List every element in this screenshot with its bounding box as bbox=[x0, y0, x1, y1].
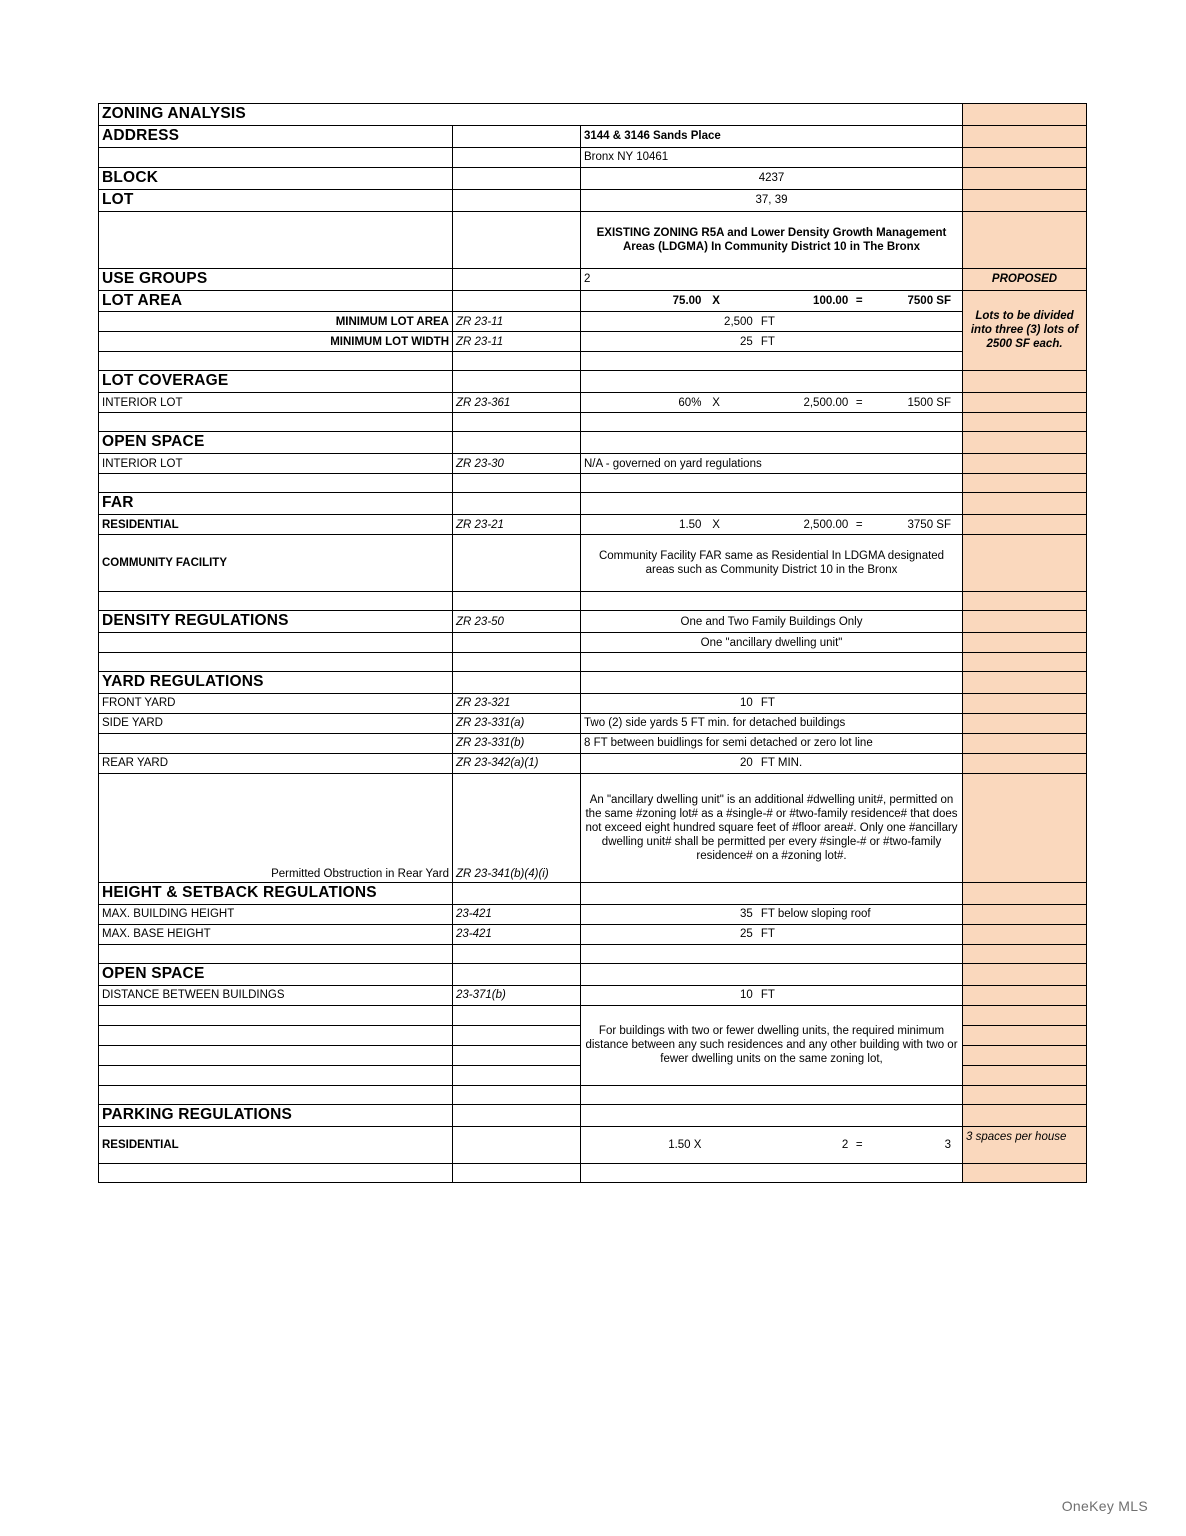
proposed-cell-empty bbox=[963, 413, 1087, 432]
blank-label bbox=[99, 1045, 453, 1065]
blank-code bbox=[453, 1005, 581, 1025]
distance-between-buildings-code: 23-371(b) bbox=[453, 985, 581, 1005]
blank-label bbox=[99, 1163, 453, 1182]
table-row bbox=[99, 672, 1087, 694]
address-label: ADDRESS bbox=[99, 125, 453, 147]
lot-coverage-value-cell bbox=[581, 371, 963, 393]
proposed-cell-empty bbox=[963, 633, 1087, 653]
distance-between-buildings-label: DISTANCE BETWEEN BUILDINGS bbox=[99, 985, 453, 1005]
table-row bbox=[99, 515, 1087, 535]
proposed-cell-empty bbox=[963, 1045, 1087, 1065]
max-building-height-code: 23-421 bbox=[453, 904, 581, 924]
proposed-cell-empty bbox=[963, 393, 1087, 413]
table-row bbox=[99, 189, 1087, 211]
address-line1: 3144 & 3146 Sands Place bbox=[581, 125, 963, 147]
blank-label bbox=[99, 1065, 453, 1085]
yard-header: YARD REGULATIONS bbox=[99, 672, 453, 694]
minimum-lot-area-num: 2,500 bbox=[724, 315, 753, 328]
lot-value: 37, 39 bbox=[581, 189, 963, 211]
rear-yard-num: 20 bbox=[740, 757, 753, 770]
proposed-cell-empty bbox=[963, 371, 1087, 393]
max-building-height-value bbox=[581, 904, 963, 924]
proposed-cell-empty bbox=[963, 147, 1087, 167]
proposed-cell-empty bbox=[963, 515, 1087, 535]
blank-label bbox=[99, 1025, 453, 1045]
far-x: X bbox=[712, 518, 720, 531]
proposed-cell-empty bbox=[963, 611, 1087, 633]
proposed-cell-empty bbox=[963, 904, 1087, 924]
open-space-interior-code: ZR 23-30 bbox=[453, 454, 581, 474]
front-yard-code: ZR 23-321 bbox=[453, 693, 581, 713]
table-row bbox=[99, 290, 1087, 312]
proposed-cell-empty bbox=[963, 1085, 1087, 1104]
far-residential-calculation bbox=[581, 515, 963, 535]
table-row bbox=[99, 535, 1087, 592]
proposed-cell-empty bbox=[963, 167, 1087, 189]
blank-label bbox=[99, 1005, 453, 1025]
lot-area-result: 7500 SF bbox=[907, 294, 951, 307]
table-row bbox=[99, 693, 1087, 713]
table-row-blank bbox=[99, 653, 1087, 672]
far-eq: = bbox=[855, 518, 863, 531]
table-row bbox=[99, 1104, 1087, 1126]
rear-yard-unit: FT MIN. bbox=[760, 757, 803, 770]
proposed-cell-empty bbox=[963, 474, 1087, 493]
blank-value bbox=[581, 352, 963, 371]
table-row bbox=[99, 393, 1087, 413]
proposed-cell-empty bbox=[963, 1163, 1087, 1182]
density-header: DENSITY REGULATIONS bbox=[99, 611, 453, 633]
open-space-header: OPEN SPACE bbox=[99, 432, 453, 454]
table-row bbox=[99, 432, 1087, 454]
table-row bbox=[99, 332, 1087, 352]
table-row bbox=[99, 125, 1087, 147]
yard-code-cell bbox=[453, 672, 581, 694]
parking-residential-code-cell bbox=[453, 1126, 581, 1163]
table-row bbox=[99, 104, 1087, 126]
table-row bbox=[99, 611, 1087, 633]
blank-code bbox=[453, 1025, 581, 1045]
proposed-cell-empty bbox=[963, 592, 1087, 611]
address-blank-code bbox=[453, 147, 581, 167]
lot-area-label: LOT AREA bbox=[99, 290, 453, 312]
far-result: 3750 SF bbox=[907, 518, 951, 531]
density-value: One and Two Family Buildings Only bbox=[581, 611, 963, 633]
table-row-blank bbox=[99, 352, 1087, 371]
lot-code-cell bbox=[453, 189, 581, 211]
blank-label bbox=[99, 474, 453, 493]
parking-header: PARKING REGULATIONS bbox=[99, 1104, 453, 1126]
table-row bbox=[99, 713, 1087, 733]
blank-label bbox=[99, 352, 453, 371]
minimum-lot-area-unit: FT bbox=[760, 315, 775, 328]
blank-code bbox=[453, 1065, 581, 1085]
max-base-height-label: MAX. BASE HEIGHT bbox=[99, 924, 453, 944]
address-line2: Bronx NY 10461 bbox=[581, 147, 963, 167]
existing-zoning-text: EXISTING ZONING R5A and Lower Density Growth Management Areas (LDGMA) In Community District 10 in The Bronx bbox=[581, 211, 963, 268]
density-blank-label bbox=[99, 633, 453, 653]
far-a: 1.50 bbox=[679, 518, 702, 531]
community-facility-label: COMMUNITY FACILITY bbox=[99, 535, 453, 592]
minimum-lot-width-label: MINIMUM LOT WIDTH bbox=[99, 332, 453, 352]
side-yard-label-2 bbox=[99, 733, 453, 753]
table-row bbox=[99, 753, 1087, 773]
max-base-height-code: 23-421 bbox=[453, 924, 581, 944]
proposed-header: PROPOSED bbox=[963, 268, 1087, 290]
proposed-cell-empty bbox=[963, 1104, 1087, 1126]
yard-value-cell bbox=[581, 672, 963, 694]
table-row bbox=[99, 147, 1087, 167]
zoning-analysis-table bbox=[98, 103, 1087, 1183]
permitted-obstruction-text: An "ancillary dwelling unit" is an additional #dwelling unit#, permitted on the same #zoning lot# as a #single-# or #two-family residence# that does not exceed eight hundred square feet of #floor area#. Only one #ancillary dwelling unit# shall be permitted per every #single-# or #two-family residence# on a #zoning lot#. bbox=[581, 773, 963, 882]
far-header: FAR bbox=[99, 493, 453, 515]
table-row bbox=[99, 924, 1087, 944]
blank-code bbox=[453, 653, 581, 672]
open-space-interior-label: INTERIOR LOT bbox=[99, 454, 453, 474]
parking-b: 2 bbox=[841, 1138, 849, 1151]
lot-coverage-header: LOT COVERAGE bbox=[99, 371, 453, 393]
table-row bbox=[99, 633, 1087, 653]
distance-num: 10 bbox=[740, 989, 753, 1002]
rear-yard-value bbox=[581, 753, 963, 773]
minimum-lot-width-unit: FT bbox=[760, 335, 775, 348]
open-space-2-value-cell bbox=[581, 963, 963, 985]
table-row bbox=[99, 773, 1087, 882]
max-base-height-num: 25 bbox=[740, 928, 753, 941]
blank-code bbox=[453, 1085, 581, 1104]
proposed-cell-empty bbox=[963, 211, 1087, 268]
use-groups-label: USE GROUPS bbox=[99, 268, 453, 290]
proposed-cell-empty bbox=[963, 125, 1087, 147]
max-base-height-unit: FT bbox=[760, 928, 775, 941]
use-groups-code-cell bbox=[453, 268, 581, 290]
blank-code bbox=[453, 1045, 581, 1065]
far-residential-code: ZR 23-21 bbox=[453, 515, 581, 535]
table-row bbox=[99, 371, 1087, 393]
proposed-cell-empty bbox=[963, 944, 1087, 963]
minimum-lot-area-value bbox=[581, 312, 963, 332]
table-row-blank bbox=[99, 474, 1087, 493]
proposed-cell-empty bbox=[963, 713, 1087, 733]
max-building-height-label: MAX. BUILDING HEIGHT bbox=[99, 904, 453, 924]
lot-area-eq: = bbox=[855, 294, 863, 307]
community-facility-code-cell bbox=[453, 535, 581, 592]
table-row bbox=[99, 733, 1087, 753]
blank-value bbox=[581, 944, 963, 963]
proposed-cell-empty bbox=[963, 733, 1087, 753]
table-row bbox=[99, 312, 1087, 332]
proposed-cell-empty bbox=[963, 104, 1087, 126]
block-code-cell bbox=[453, 167, 581, 189]
proposed-cell-empty bbox=[963, 1005, 1087, 1025]
address-blank-label bbox=[99, 147, 453, 167]
blank-code bbox=[453, 944, 581, 963]
blank-label bbox=[99, 653, 453, 672]
proposed-cell-empty bbox=[963, 693, 1087, 713]
parking-a: 1.50 X bbox=[668, 1138, 702, 1151]
lot-coverage-b: 2,500.00 bbox=[803, 396, 849, 409]
proposed-cell-empty bbox=[963, 493, 1087, 515]
distance-unit: FT bbox=[760, 989, 775, 1002]
far-code-cell bbox=[453, 493, 581, 515]
far-residential-label: RESIDENTIAL bbox=[99, 515, 453, 535]
lot-area-proposed: Lots to be divided into three (3) lots of 2500 SF each. bbox=[963, 290, 1087, 371]
blank-code bbox=[453, 352, 581, 371]
rear-yard-label: REAR YARD bbox=[99, 753, 453, 773]
lot-area-calculation bbox=[581, 290, 963, 312]
lot-area-x: X bbox=[712, 294, 720, 307]
table-row bbox=[99, 268, 1087, 290]
parking-result: 3 bbox=[944, 1138, 951, 1151]
blank-code bbox=[453, 474, 581, 493]
blank-value bbox=[581, 1163, 963, 1182]
open-space-2-code-cell bbox=[453, 963, 581, 985]
proposed-cell-empty bbox=[963, 1025, 1087, 1045]
lot-area-b: 100.00 bbox=[813, 294, 849, 307]
table-row-blank bbox=[99, 592, 1087, 611]
block-value: 4237 bbox=[581, 167, 963, 189]
parking-eq: = bbox=[855, 1138, 863, 1151]
table-row-blank bbox=[99, 944, 1087, 963]
height-setback-value-cell bbox=[581, 882, 963, 904]
max-base-height-value bbox=[581, 924, 963, 944]
community-facility-text: Community Facility FAR same as Residential In LDGMA designated areas such as Community District 10 in the Bronx bbox=[581, 535, 963, 592]
blank-label bbox=[99, 1085, 453, 1104]
table-row bbox=[99, 904, 1087, 924]
parking-proposed: 3 spaces per house bbox=[963, 1126, 1087, 1163]
blank-value bbox=[581, 1085, 963, 1104]
blank-label bbox=[99, 413, 453, 432]
table-row bbox=[99, 454, 1087, 474]
side-yard-code-2: ZR 23-331(b) bbox=[453, 733, 581, 753]
front-yard-value bbox=[581, 693, 963, 713]
lot-area-a: 75.00 bbox=[672, 294, 702, 307]
lot-coverage-x: X bbox=[712, 396, 720, 409]
proposed-cell-empty bbox=[963, 753, 1087, 773]
blank-value bbox=[581, 413, 963, 432]
max-building-height-num: 35 bbox=[740, 908, 753, 921]
table-row bbox=[99, 1126, 1087, 1163]
lot-coverage-result: 1500 SF bbox=[907, 396, 951, 409]
blank-code bbox=[453, 592, 581, 611]
lot-coverage-a: 60% bbox=[678, 396, 702, 409]
blank-value bbox=[581, 474, 963, 493]
rear-yard-code: ZR 23-342(a)(1) bbox=[453, 753, 581, 773]
onekey-mls-watermark: OneKey MLS bbox=[1061, 1498, 1148, 1514]
proposed-cell-empty bbox=[963, 1065, 1087, 1085]
blank-value bbox=[581, 653, 963, 672]
front-yard-unit: FT bbox=[760, 697, 775, 710]
front-yard-num: 10 bbox=[740, 697, 753, 710]
max-building-height-unit: FT below sloping roof bbox=[760, 908, 871, 921]
open-space-note: For buildings with two or fewer dwelling units, the required minimum distance between any such residences and any other building with two or fewer dwelling units on the same zoning lot, bbox=[581, 1005, 963, 1085]
proposed-cell-empty bbox=[963, 653, 1087, 672]
proposed-cell-empty bbox=[963, 432, 1087, 454]
lot-area-code-cell bbox=[453, 290, 581, 312]
proposed-cell-empty bbox=[963, 189, 1087, 211]
blank-label bbox=[99, 592, 453, 611]
table-row bbox=[99, 493, 1087, 515]
blank-code bbox=[453, 413, 581, 432]
minimum-lot-width-code: ZR 23-11 bbox=[453, 332, 581, 352]
permitted-obstruction-code: ZR 23-341(b)(4)(i) bbox=[453, 773, 581, 882]
density-value-2: One "ancillary dwelling unit" bbox=[581, 633, 963, 653]
table-row-blank bbox=[99, 413, 1087, 432]
proposed-cell-empty bbox=[963, 454, 1087, 474]
density-code: ZR 23-50 bbox=[453, 611, 581, 633]
proposed-cell-empty bbox=[963, 963, 1087, 985]
open-space-2-header: OPEN SPACE bbox=[99, 963, 453, 985]
side-yard-code: ZR 23-331(a) bbox=[453, 713, 581, 733]
use-groups-value: 2 bbox=[581, 268, 963, 290]
document-title: ZONING ANALYSIS bbox=[99, 104, 963, 126]
lot-coverage-eq: = bbox=[855, 396, 863, 409]
table-row-blank bbox=[99, 1163, 1087, 1182]
side-yard-value-2: 8 FT between buidlings for semi detached or zero lot line bbox=[581, 733, 963, 753]
permitted-obstruction-label: Permitted Obstruction in Rear Yard bbox=[99, 773, 453, 882]
proposed-cell-empty bbox=[963, 882, 1087, 904]
address-code-cell bbox=[453, 125, 581, 147]
minimum-lot-area-label: MINIMUM LOT AREA bbox=[99, 312, 453, 332]
minimum-lot-area-code: ZR 23-11 bbox=[453, 312, 581, 332]
minimum-lot-width-value bbox=[581, 332, 963, 352]
blank-label bbox=[99, 944, 453, 963]
proposed-cell-empty bbox=[963, 773, 1087, 882]
open-space-value-cell bbox=[581, 432, 963, 454]
table-row bbox=[99, 1005, 1087, 1025]
existing-zoning-blank-code bbox=[453, 211, 581, 268]
table-row bbox=[99, 211, 1087, 268]
table-row bbox=[99, 882, 1087, 904]
parking-residential-label: RESIDENTIAL bbox=[99, 1126, 453, 1163]
block-label: BLOCK bbox=[99, 167, 453, 189]
lot-coverage-interior-label: INTERIOR LOT bbox=[99, 393, 453, 413]
blank-code bbox=[453, 1163, 581, 1182]
minimum-lot-width-num: 25 bbox=[740, 335, 753, 348]
parking-value-cell bbox=[581, 1104, 963, 1126]
front-yard-label: FRONT YARD bbox=[99, 693, 453, 713]
height-setback-header: HEIGHT & SETBACK REGULATIONS bbox=[99, 882, 453, 904]
table-row-blank bbox=[99, 1085, 1087, 1104]
lot-coverage-interior-code: ZR 23-361 bbox=[453, 393, 581, 413]
existing-zoning-blank-label bbox=[99, 211, 453, 268]
distance-between-buildings-value bbox=[581, 985, 963, 1005]
side-yard-label: SIDE YARD bbox=[99, 713, 453, 733]
parking-calculation bbox=[581, 1126, 963, 1163]
proposed-cell-empty bbox=[963, 672, 1087, 694]
proposed-cell-empty bbox=[963, 924, 1087, 944]
table-row bbox=[99, 963, 1087, 985]
open-space-code-cell bbox=[453, 432, 581, 454]
open-space-interior-value: N/A - governed on yard regulations bbox=[581, 454, 963, 474]
height-setback-code-cell bbox=[453, 882, 581, 904]
side-yard-value: Two (2) side yards 5 FT min. for detached buildings bbox=[581, 713, 963, 733]
lot-coverage-calculation bbox=[581, 393, 963, 413]
table-row bbox=[99, 167, 1087, 189]
density-blank-code bbox=[453, 633, 581, 653]
proposed-cell-empty bbox=[963, 535, 1087, 592]
lot-label: LOT bbox=[99, 189, 453, 211]
lot-coverage-code-cell bbox=[453, 371, 581, 393]
blank-value bbox=[581, 592, 963, 611]
far-b: 2,500.00 bbox=[803, 518, 849, 531]
parking-code-cell bbox=[453, 1104, 581, 1126]
far-value-cell bbox=[581, 493, 963, 515]
proposed-cell-empty bbox=[963, 985, 1087, 1005]
table-row bbox=[99, 985, 1087, 1005]
